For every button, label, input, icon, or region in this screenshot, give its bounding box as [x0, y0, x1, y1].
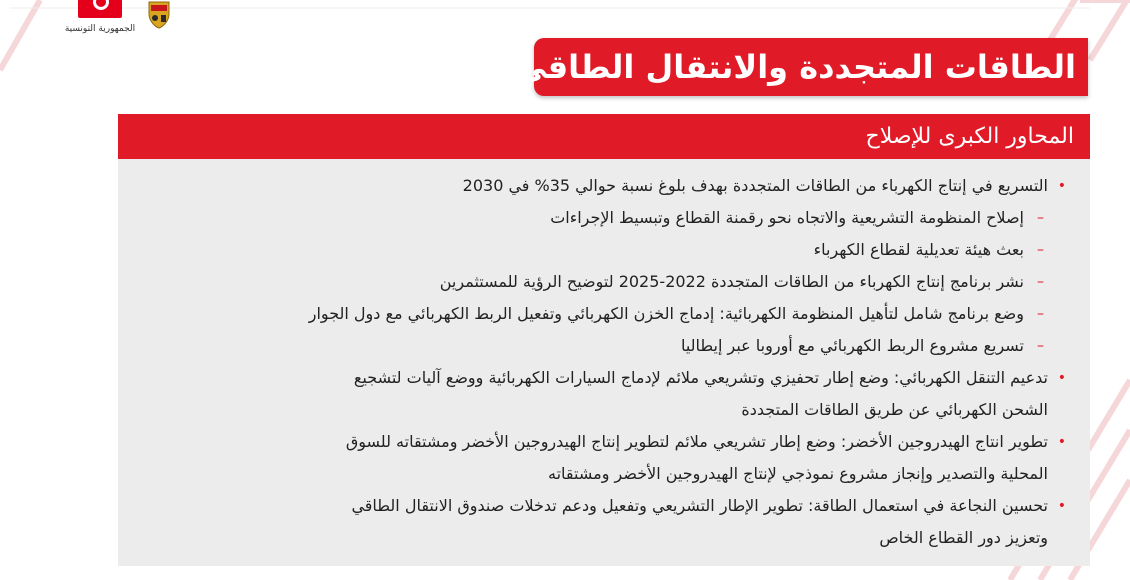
dash-marker: –	[1037, 306, 1044, 322]
section-title: المحاور الكبرى للإصلاح	[865, 124, 1074, 149]
sub-list-item	[166, 266, 1066, 298]
content-panel	[118, 114, 1090, 566]
sub-list-item	[166, 234, 1066, 266]
item-line: وتعزيز دور القطاع الخاص	[879, 528, 1048, 547]
item-line: بعث هيئة تعديلية لقطاع الكهرباء	[813, 240, 1024, 259]
item-line: تطوير انتاج الهيدروجين الأخضر: وضع إطار تشريعي ملائم لتطوير إنتاج الهيدروجين الأخضر ومشتقاته للسوق	[345, 432, 1048, 451]
bullet-marker: •	[1057, 178, 1066, 194]
item-line: المحلية والتصدير وإنجاز مشروع نموذجي لإنتاج الهيدروجين الأخضر ومشتقاته	[548, 464, 1048, 483]
title-banner	[514, 38, 1088, 96]
republic-label: الجمهورية التونسية	[64, 24, 136, 34]
item-line: نشر برنامج إنتاج الكهرباء من الطاقات المتجددة 2022-2025 لتوضيح الرؤية للمستثمرين	[439, 272, 1024, 291]
page-number-fragment	[982, 570, 1022, 580]
item-line: التسريع في إنتاج الكهرباء من الطاقات المتجددة بهدف بلوغ نسبة حوالي 35% في 2030	[462, 176, 1048, 195]
header-logos	[58, 0, 188, 42]
dash-marker: –	[1037, 274, 1044, 290]
item-line: الشحن الكهربائي عن طريق الطاقات المتجددة	[741, 400, 1048, 419]
item-line: إصلاح المنظومة التشريعية والاتجاه نحو رقمنة القطاع وتبسيط الإجراءات	[550, 208, 1024, 227]
sub-list-item	[166, 330, 1066, 362]
dash-marker: –	[1037, 242, 1044, 258]
coat-of-arms-icon	[144, 0, 174, 30]
list-item	[166, 170, 1066, 202]
reform-list	[166, 170, 1066, 554]
item-line: تحسين النجاعة في استعمال الطاقة: تطوير الإطار التشريعي وتفعيل ودعم تدخلات صندوق الانتقال الطاقي	[351, 496, 1048, 515]
tunisia-flag-icon	[78, 0, 122, 18]
item-line: تدعيم التنقل الكهربائي: وضع إطار تحفيزي وتشريعي ملائم لإدماج السيارات الكهربائية ووضع آليات لتشجيع	[353, 368, 1048, 387]
page-title: الطاقات المتجددة والانتقال الطاقي	[514, 48, 1076, 86]
list-item	[166, 426, 1066, 490]
section-band	[118, 114, 1090, 159]
item-line: وضع برنامج شامل لتأهيل المنظومة الكهربائية: إدماج الخزن الكهربائي وتفعيل الربط الكهربائي مع دول الجوار	[308, 304, 1024, 323]
bullet-marker: •	[1057, 434, 1066, 450]
dash-marker: –	[1037, 210, 1044, 226]
sub-list-item	[166, 202, 1066, 234]
bullet-marker: •	[1057, 370, 1066, 386]
item-line: تسريع مشروع الربط الكهربائي مع أوروبا عبر إيطاليا	[680, 336, 1024, 355]
dash-marker: –	[1037, 338, 1044, 354]
bullet-marker: •	[1057, 498, 1066, 514]
list-item	[166, 362, 1066, 426]
list-item	[166, 490, 1066, 554]
sub-list-item	[166, 298, 1066, 330]
